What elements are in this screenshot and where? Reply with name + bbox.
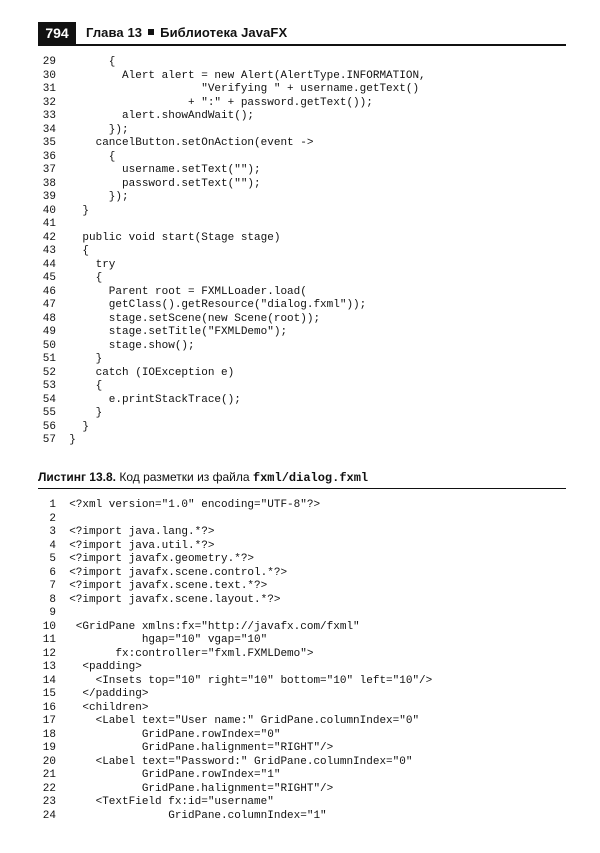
square-bullet-icon	[148, 29, 154, 35]
code-line	[38, 259, 426, 273]
code-text: Alert alert = new Alert(AlertType.INFORMATION,	[69, 69, 426, 82]
code-text: catch (IOException e)	[69, 366, 235, 379]
code-line	[38, 313, 426, 327]
code-line	[38, 567, 432, 581]
code-text: + ":" + password.getText());	[69, 96, 373, 109]
code-line	[38, 715, 432, 729]
code-text: }	[69, 204, 90, 217]
line-number: 41	[42, 218, 56, 230]
code-text: }	[69, 434, 76, 446]
code-text: <Label text="User name:" GridPane.columnIndex="0"	[69, 715, 420, 727]
code-line	[38, 769, 432, 783]
line-number: 43	[42, 245, 56, 257]
code-line	[38, 434, 426, 448]
code-line	[38, 661, 432, 675]
line-number: 51	[42, 353, 56, 365]
line-number: 22	[42, 782, 56, 795]
line-number: 31	[42, 83, 56, 95]
code-text: try	[69, 258, 116, 271]
code-line	[38, 151, 426, 165]
line-number: 29	[42, 56, 56, 68]
line-number: 21	[42, 769, 56, 781]
running-header	[38, 22, 566, 46]
code-text: cancelButton.setOnAction(event ->	[69, 137, 314, 149]
code-line	[38, 326, 426, 340]
line-number: 8	[49, 593, 56, 606]
code-text: }	[69, 407, 103, 419]
line-number: 3	[49, 526, 56, 538]
line-number: 52	[42, 366, 56, 379]
code-text: {	[69, 272, 103, 284]
code-line	[38, 299, 426, 313]
line-number: 23	[42, 796, 56, 808]
code-text: }	[69, 353, 103, 365]
code-text: {	[69, 245, 90, 257]
code-line	[38, 810, 432, 824]
line-number: 36	[42, 150, 56, 163]
code-text: <?import javafx.geometry.*?>	[69, 553, 255, 565]
line-number: 13	[42, 661, 56, 673]
code-line	[38, 783, 432, 797]
code-text: getClass().getResource("dialog.fxml"));	[69, 299, 367, 311]
code-line	[38, 499, 432, 513]
code-line	[38, 70, 426, 84]
code-text: stage.setScene(new Scene(root));	[69, 312, 321, 325]
code-text: });	[69, 191, 129, 203]
code-line	[38, 648, 432, 662]
line-number: 54	[42, 393, 56, 406]
code-text: </padding>	[69, 688, 149, 700]
line-number: 32	[42, 96, 56, 109]
code-text: <children>	[69, 701, 149, 714]
line-number: 35	[42, 137, 56, 149]
page-number: 794	[38, 22, 76, 44]
code-line	[38, 702, 432, 716]
code-text: <?import javafx.scene.control.*?>	[69, 566, 288, 579]
code-text: GridPane.rowIndex="1"	[69, 769, 281, 781]
code-line	[38, 421, 426, 435]
code-line	[38, 540, 432, 554]
code-line	[38, 621, 432, 635]
code-line	[38, 580, 432, 594]
code-line	[38, 97, 426, 111]
code-text: stage.setTitle("FXMLDemo");	[69, 326, 288, 338]
line-number: 1	[49, 499, 56, 511]
line-number: 55	[42, 407, 56, 419]
line-number: 40	[42, 204, 56, 217]
code-line	[38, 178, 426, 192]
code-text: Parent root = FXMLLoader.load(	[69, 285, 307, 298]
line-number: 19	[42, 742, 56, 754]
code-line	[38, 380, 426, 394]
line-number: 10	[42, 620, 56, 633]
code-line	[38, 353, 426, 367]
line-number: 4	[49, 539, 56, 552]
line-number: 20	[42, 755, 56, 768]
code-line	[38, 205, 426, 219]
code-text: alert.showAndWait();	[69, 110, 255, 122]
code-text: <TextField fx:id="username"	[69, 796, 274, 808]
code-text: hgap="10" vgap="10"	[69, 634, 268, 646]
line-number: 38	[42, 177, 56, 190]
code-listing-fxml	[38, 499, 432, 823]
code-text: GridPane.halignment="RIGHT"/>	[69, 782, 334, 795]
code-line	[38, 729, 432, 743]
code-text: <?import javafx.scene.layout.*?>	[69, 593, 281, 606]
code-line	[38, 56, 426, 70]
code-line	[38, 164, 426, 178]
code-line	[38, 124, 426, 138]
code-line	[38, 110, 426, 124]
code-text: password.setText("");	[69, 177, 261, 190]
code-text: GridPane.columnIndex="1"	[69, 809, 327, 822]
code-line	[38, 553, 432, 567]
line-number: 50	[42, 339, 56, 352]
code-line	[38, 137, 426, 151]
line-number: 42	[42, 231, 56, 244]
line-number: 46	[42, 285, 56, 298]
line-number: 47	[42, 299, 56, 311]
line-number: 56	[42, 420, 56, 433]
code-text: <?import java.lang.*?>	[69, 526, 215, 538]
line-number: 49	[42, 326, 56, 338]
line-number: 15	[42, 688, 56, 700]
line-number: 39	[42, 191, 56, 203]
code-line	[38, 286, 426, 300]
code-text: <padding>	[69, 661, 142, 673]
section-label: Библиотека JavaFX	[160, 25, 288, 40]
code-line	[38, 367, 426, 381]
code-line	[38, 340, 426, 354]
code-line	[38, 83, 426, 97]
code-text: GridPane.halignment="RIGHT"/>	[69, 742, 334, 754]
code-text: {	[69, 150, 116, 163]
code-text: <?import javafx.scene.text.*?>	[69, 580, 268, 592]
code-line	[38, 272, 426, 286]
listing-caption-text: Код разметки из файла	[116, 470, 253, 484]
line-number: 44	[42, 258, 56, 271]
line-number: 30	[42, 69, 56, 82]
line-number: 14	[42, 674, 56, 687]
line-number: 12	[42, 647, 56, 660]
chapter-label: Глава 13	[86, 25, 143, 40]
code-line	[38, 796, 432, 810]
line-number: 5	[49, 553, 56, 565]
line-number: 33	[42, 110, 56, 122]
code-text: {	[69, 380, 103, 392]
code-line	[38, 607, 432, 621]
code-text: <?import java.util.*?>	[69, 539, 215, 552]
line-number: 18	[42, 728, 56, 741]
code-text: "Verifying " + username.getText()	[69, 83, 420, 95]
line-number: 45	[42, 272, 56, 284]
line-number: 11	[42, 634, 56, 646]
listing-label: Листинг 13.8.	[38, 470, 116, 484]
code-line	[38, 245, 426, 259]
line-number: 9	[49, 607, 56, 619]
code-line	[38, 756, 432, 770]
line-number: 34	[42, 123, 56, 136]
code-line	[38, 594, 432, 608]
line-number: 53	[42, 380, 56, 392]
code-listing-continued	[38, 56, 426, 448]
code-line	[38, 232, 426, 246]
code-line	[38, 394, 426, 408]
code-text: public void start(Stage stage)	[69, 231, 281, 244]
line-number: 37	[42, 164, 56, 176]
code-line	[38, 688, 432, 702]
code-line	[38, 634, 432, 648]
running-title	[86, 24, 287, 42]
code-text: username.setText("");	[69, 164, 261, 176]
code-text: <GridPane xmlns:fx="http://javafx.com/fxml"	[69, 620, 360, 633]
code-text: }	[69, 420, 90, 433]
code-line	[38, 513, 432, 527]
code-text: e.printStackTrace();	[69, 393, 241, 406]
code-text: <Insets top="10" right="10" bottom="10" left="10"/>	[69, 674, 433, 687]
line-number: 16	[42, 701, 56, 714]
code-text: <?xml version="1.0" encoding="UTF-8"?>	[69, 499, 321, 511]
listing-caption	[38, 466, 566, 489]
code-line	[38, 407, 426, 421]
code-text: {	[69, 56, 116, 68]
code-line	[38, 191, 426, 205]
code-line	[38, 742, 432, 756]
code-text: fx:controller="fxml.FXMLDemo">	[69, 647, 314, 660]
code-line	[38, 218, 426, 232]
line-number: 6	[49, 566, 56, 579]
code-line	[38, 675, 432, 689]
line-number: 24	[42, 809, 56, 822]
line-number: 17	[42, 715, 56, 727]
code-text: <Label text="Password:" GridPane.columnIndex="0"	[69, 755, 413, 768]
code-text: GridPane.rowIndex="0"	[69, 728, 281, 741]
listing-filename: fxml/dialog.fxml	[252, 471, 369, 485]
code-text: });	[69, 123, 129, 136]
code-text: stage.show();	[69, 339, 195, 352]
code-line	[38, 526, 432, 540]
line-number: 48	[42, 312, 56, 325]
line-number: 2	[49, 512, 56, 525]
line-number: 57	[42, 434, 56, 446]
line-number: 7	[49, 580, 56, 592]
